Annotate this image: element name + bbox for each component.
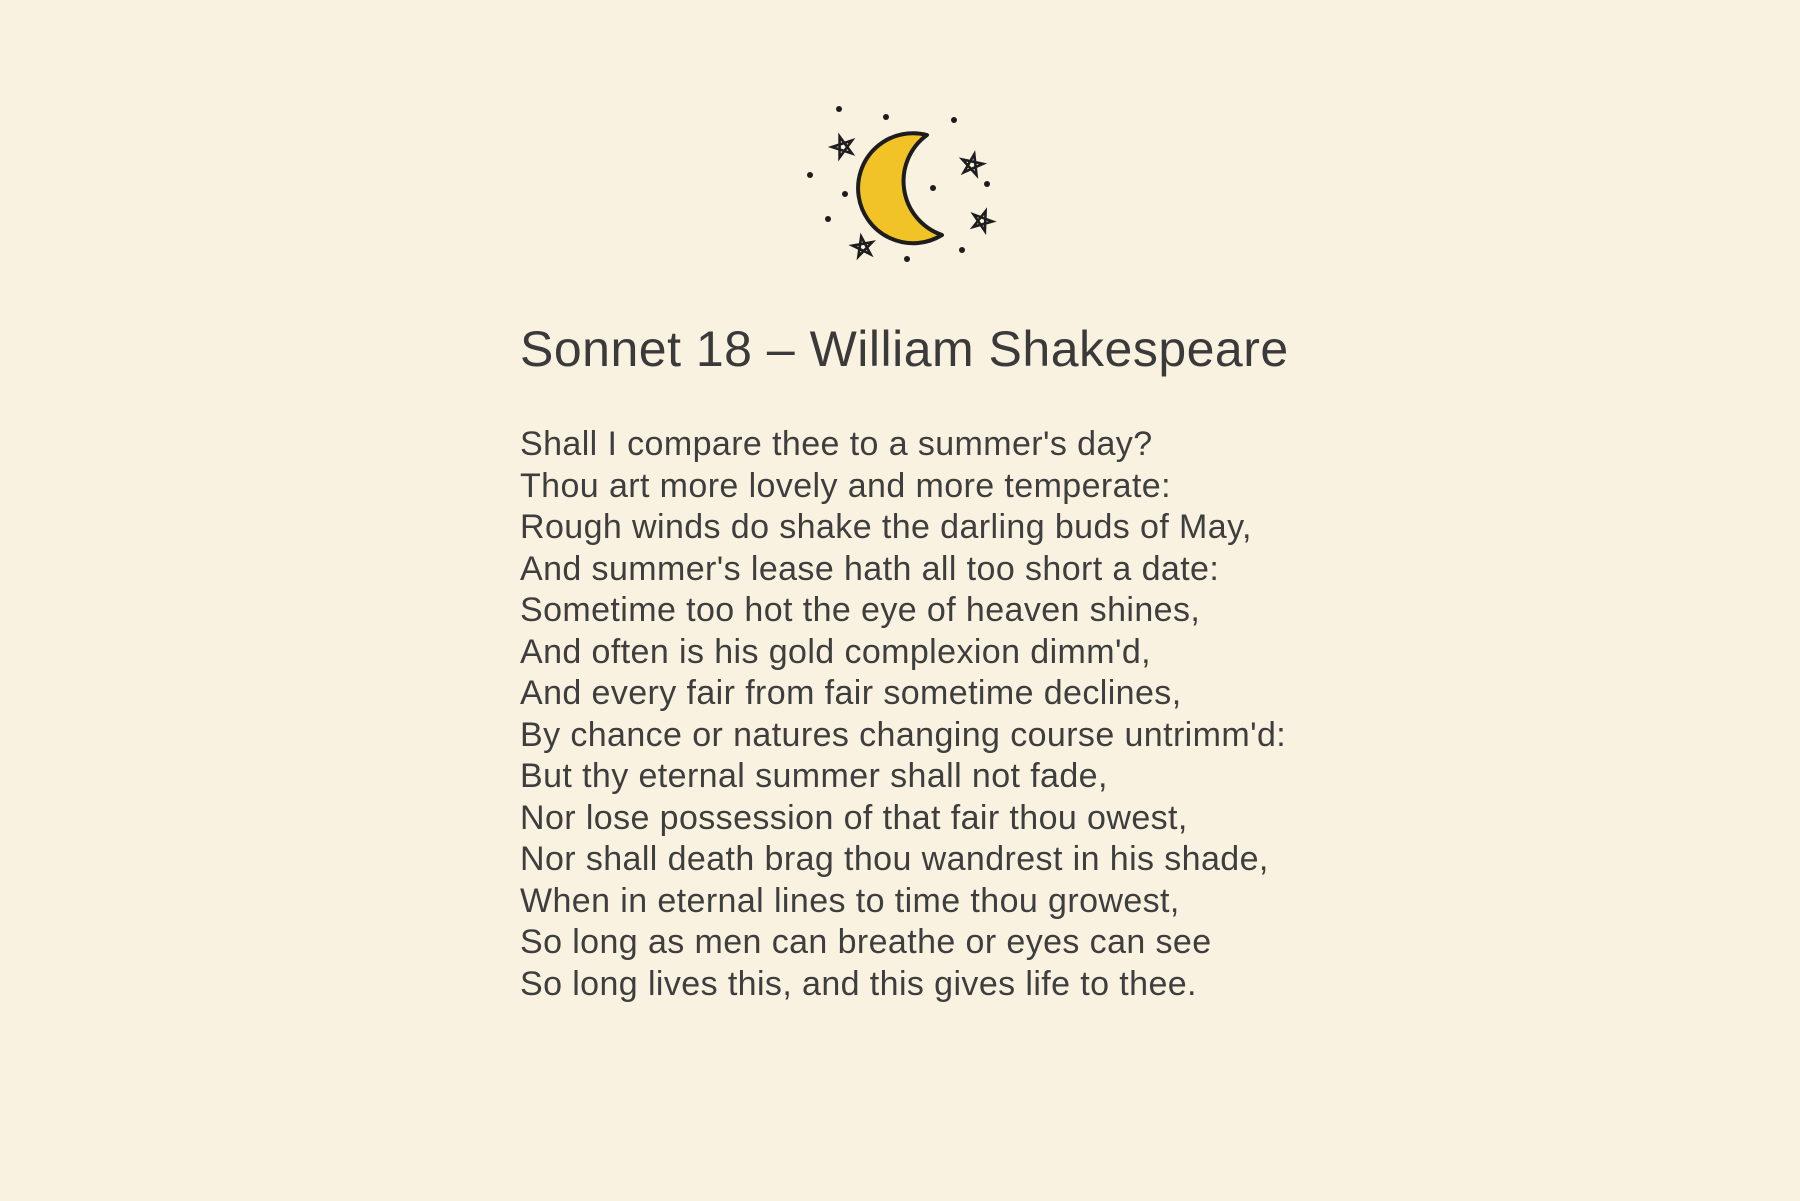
dot bbox=[883, 114, 889, 120]
star-icon bbox=[851, 235, 874, 257]
dot bbox=[904, 256, 910, 262]
star-icon bbox=[960, 152, 985, 176]
dot bbox=[807, 172, 813, 178]
poem-line: And every fair from fair sometime declines, bbox=[520, 674, 1182, 712]
poem-line: Thou art more lovely and more temperate: bbox=[520, 466, 1171, 505]
moon-and-stars-illustration bbox=[790, 88, 1020, 280]
dot bbox=[842, 191, 848, 197]
poem-line: And summer's lease hath all too short a date: bbox=[520, 549, 1220, 588]
crescent-moon-icon bbox=[858, 133, 942, 243]
dot bbox=[984, 181, 990, 187]
poem-line: Nor shall death brag thou wandrest in his shade, bbox=[520, 840, 1269, 878]
poem-line: Rough winds do shake the darling buds of May, bbox=[520, 508, 1252, 546]
poem-line: And often is his gold complexion dimm'd, bbox=[520, 632, 1152, 671]
poem-title: Sonnet 18 – William Shakespeare bbox=[520, 321, 1289, 377]
dot bbox=[836, 106, 842, 112]
poem-line: Nor lose possession of that fair thou owest, bbox=[520, 798, 1188, 837]
poem-line: Shall I compare thee to a summer's day? bbox=[520, 425, 1153, 463]
poem-line: But thy eternal summer shall not fade, bbox=[520, 757, 1108, 795]
moon-and-stars-svg bbox=[790, 88, 1020, 280]
poem-line: When in eternal lines to time thou growest, bbox=[520, 881, 1180, 920]
poem-line: So long as men can breathe or eyes can see bbox=[520, 923, 1212, 961]
star-icon bbox=[830, 133, 856, 158]
poem-line: So long lives this, and this gives life to thee. bbox=[520, 964, 1197, 1003]
dot bbox=[959, 247, 965, 253]
dot bbox=[951, 117, 957, 123]
star-icon bbox=[970, 208, 995, 233]
poem-line: Sometime too hot the eye of heaven shines, bbox=[520, 591, 1201, 629]
dot bbox=[825, 216, 831, 222]
dot bbox=[930, 185, 936, 191]
poem-text bbox=[520, 424, 1286, 1005]
poem-line: By chance or natures changing course untrimm'd: bbox=[520, 715, 1287, 754]
